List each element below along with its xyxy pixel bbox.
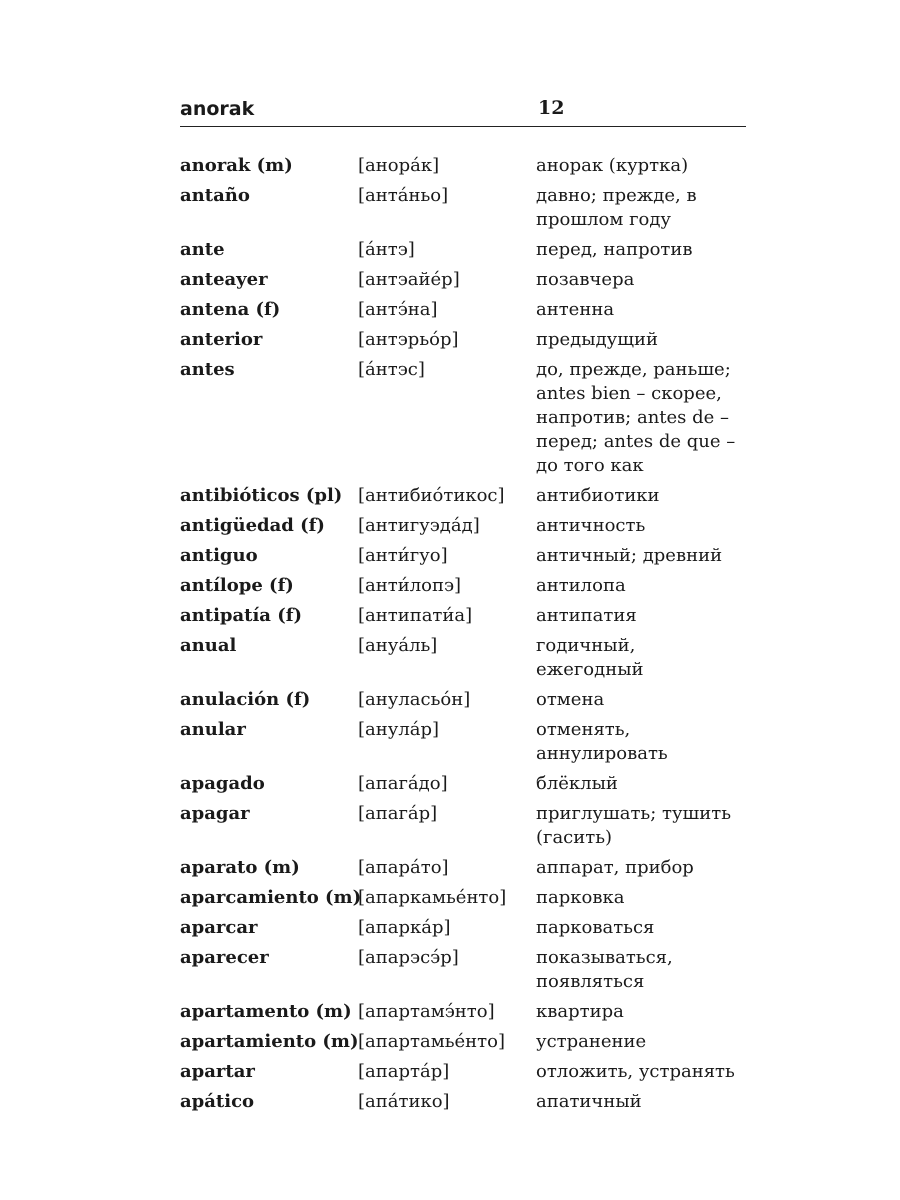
- entry-translation: апатичный: [536, 1091, 642, 1112]
- dictionary-entry: [180, 484, 746, 514]
- dictionary-entry: [180, 328, 746, 358]
- entry-word: antes: [180, 359, 235, 380]
- entry-pronunciation: [анти́лопэ]: [358, 575, 462, 596]
- entry-pronunciation: [апарта́р]: [358, 1061, 450, 1082]
- entry-translation: отложить, устранять: [536, 1061, 735, 1082]
- entry-translation: антенна: [536, 299, 615, 320]
- dictionary-entry: [180, 514, 746, 544]
- entry-word: antílope (f): [180, 575, 294, 596]
- dictionary-entry: [180, 688, 746, 718]
- dictionary-entry: [180, 154, 746, 184]
- dictionary-entry: [180, 1030, 746, 1060]
- entry-translation: антилопа: [536, 575, 626, 596]
- dictionary-entry: [180, 772, 746, 802]
- entry-pronunciation: [антигуэда́д]: [358, 515, 480, 536]
- entry-word: antipatía (f): [180, 605, 303, 626]
- entry-word: apático: [180, 1091, 255, 1112]
- entry-pronunciation: [апара́то]: [358, 857, 449, 878]
- entry-word: aparato (m): [180, 857, 300, 878]
- entry-word: apartamento (m): [180, 1001, 352, 1022]
- entry-pronunciation: [анула́р]: [358, 719, 440, 740]
- entry-translation: давно; прежде, в прошлом году: [536, 185, 697, 230]
- entry-pronunciation: [апарэсэ́р]: [358, 947, 459, 968]
- entry-translation: блёклый: [536, 773, 618, 794]
- entry-word: aparcamiento (m): [180, 887, 362, 908]
- entry-translation: парковаться: [536, 917, 655, 938]
- entry-word: anular: [180, 719, 246, 740]
- entry-translation: античность: [536, 515, 646, 536]
- dictionary-entry: [180, 856, 746, 886]
- entry-pronunciation: [ануласьо́н]: [358, 689, 471, 710]
- entry-word: apartamiento (m): [180, 1031, 359, 1052]
- entry-translation: устранение: [536, 1031, 647, 1052]
- entry-pronunciation: [апа́тико]: [358, 1091, 450, 1112]
- page-number: 12: [538, 97, 565, 119]
- entry-translation: перед, напротив: [536, 239, 693, 260]
- dictionary-entry: [180, 946, 746, 1000]
- entry-word: aparecer: [180, 947, 269, 968]
- entry-pronunciation: [антэайе́р]: [358, 269, 460, 290]
- entry-word: apagado: [180, 773, 265, 794]
- dictionary-entry: [180, 358, 746, 484]
- dictionary-entry: [180, 298, 746, 328]
- entry-pronunciation: [анти́гуо]: [358, 545, 448, 566]
- entry-word: anual: [180, 635, 237, 656]
- entry-pronunciation: [антэ́на]: [358, 299, 438, 320]
- entry-translation: квартира: [536, 1001, 624, 1022]
- entry-word: antena (f): [180, 299, 281, 320]
- dictionary-entry: [180, 802, 746, 856]
- entry-word: ante: [180, 239, 225, 260]
- entry-word: antaño: [180, 185, 250, 206]
- entry-pronunciation: [ануа́ль]: [358, 635, 438, 656]
- entry-word: antibióticos (pl): [180, 485, 343, 506]
- entry-pronunciation: [антипати́а]: [358, 605, 473, 626]
- dictionary-entry: [180, 238, 746, 268]
- dictionary-entry: [180, 1090, 746, 1120]
- entry-pronunciation: [апартамье́нто]: [358, 1031, 505, 1052]
- entry-word: anterior: [180, 329, 263, 350]
- entry-translation: антибиотики: [536, 485, 660, 506]
- entry-word: anulación (f): [180, 689, 311, 710]
- entry-word: aparcar: [180, 917, 258, 938]
- entry-pronunciation: [антибио́тикос]: [358, 485, 505, 506]
- entry-pronunciation: [анта́ньо]: [358, 185, 449, 206]
- entry-word: anteayer: [180, 269, 268, 290]
- entry-word: apartar: [180, 1061, 255, 1082]
- dictionary-entry: [180, 184, 746, 238]
- entry-translation: приглушать; тушить (гасить): [536, 803, 732, 848]
- dictionary-entry: [180, 718, 746, 772]
- entry-translation: предыдущий: [536, 329, 658, 350]
- dictionary-entry: [180, 544, 746, 574]
- entry-translation: парковка: [536, 887, 625, 908]
- entry-word: antiguo: [180, 545, 258, 566]
- entry-pronunciation: [апартамэ́нто]: [358, 1001, 495, 1022]
- entry-pronunciation: [апаркамье́нто]: [358, 887, 507, 908]
- entry-translation: позавчера: [536, 269, 635, 290]
- entry-pronunciation: [антэрьо́р]: [358, 329, 459, 350]
- entry-translation: аппарат, прибор: [536, 857, 694, 878]
- dictionary-entry: [180, 916, 746, 946]
- dictionary-entry: [180, 634, 746, 688]
- entry-word: antigüedad (f): [180, 515, 325, 536]
- running-head: anorak: [180, 98, 255, 120]
- dictionary-entry: [180, 886, 746, 916]
- entry-pronunciation: [апага́до]: [358, 773, 448, 794]
- entry-pronunciation: [анора́к]: [358, 155, 440, 176]
- entry-pronunciation: [а́нтэс]: [358, 359, 425, 380]
- entry-translation: антипатия: [536, 605, 637, 626]
- entry-translation: годичный, ежегодный: [536, 635, 644, 680]
- dictionary-entry: [180, 268, 746, 298]
- dictionary-entry: [180, 604, 746, 634]
- entry-pronunciation: [апага́р]: [358, 803, 438, 824]
- dictionary-entry: [180, 1000, 746, 1030]
- dictionary-entry: [180, 1060, 746, 1090]
- entry-word: apagar: [180, 803, 250, 824]
- entry-translation: отменять, аннулировать: [536, 719, 668, 764]
- dictionary-entries: [180, 154, 746, 1120]
- entry-translation: показываться, появляться: [536, 947, 673, 992]
- entry-translation: античный; древний: [536, 545, 723, 566]
- entry-pronunciation: [а́нтэ]: [358, 239, 415, 260]
- page-header: [180, 96, 746, 127]
- entry-translation: до, прежде, раньше; antes bien – скорее, напротив; antes de – перед; antes de que – до того как: [536, 359, 736, 476]
- entry-pronunciation: [апарка́р]: [358, 917, 451, 938]
- dictionary-entry: [180, 574, 746, 604]
- entry-translation: анорак (куртка): [536, 155, 689, 176]
- entry-word: anorak (m): [180, 155, 293, 176]
- entry-translation: отмена: [536, 689, 605, 710]
